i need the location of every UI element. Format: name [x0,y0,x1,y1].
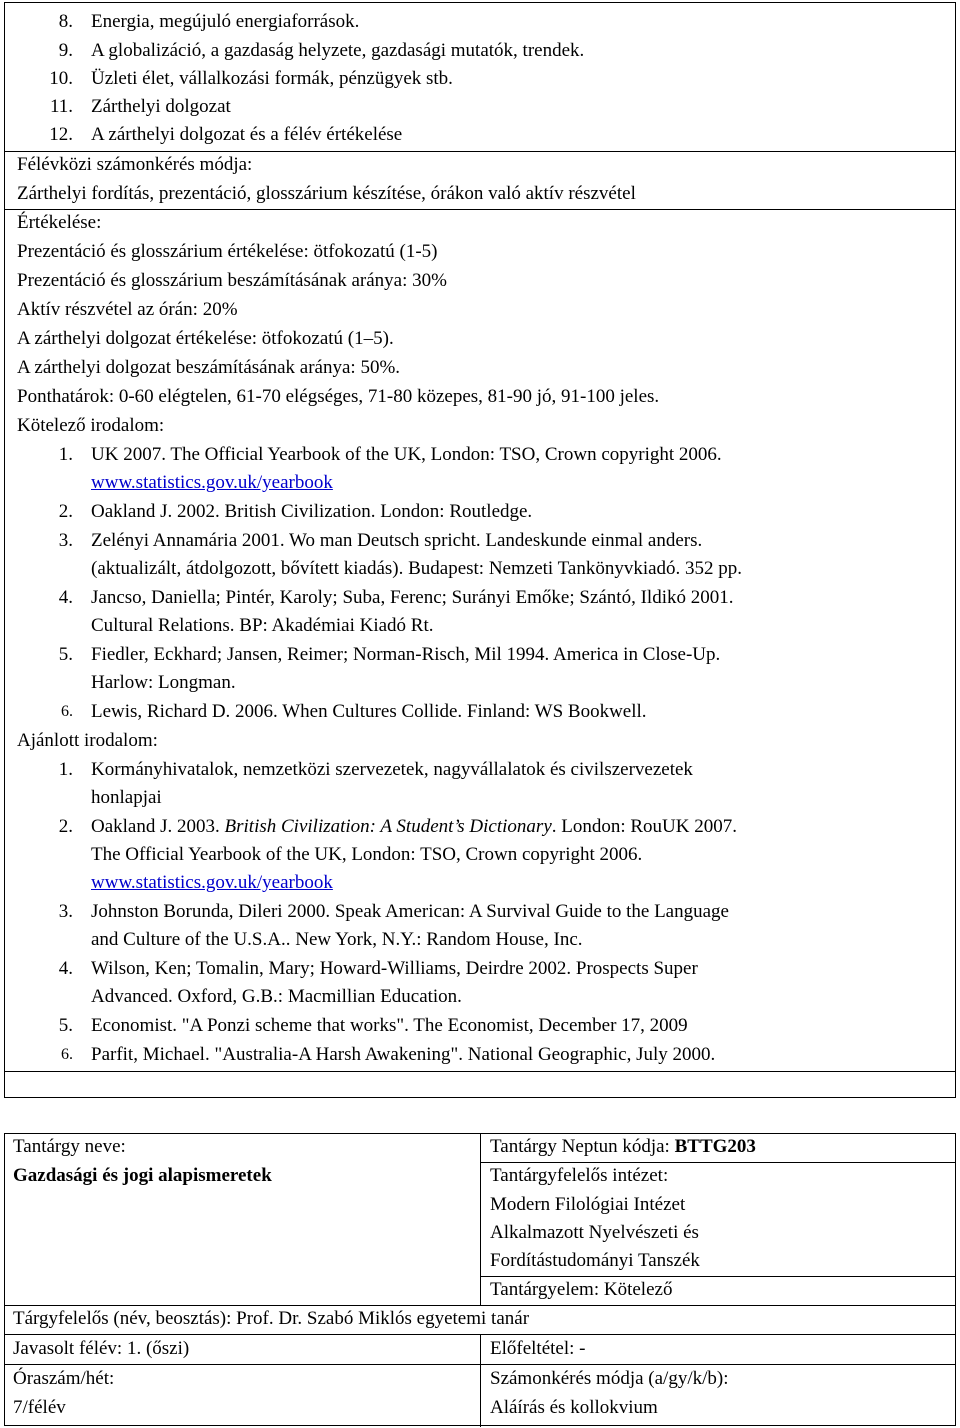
ref-item: Zelényi Annamária 2001. Wo man Deutsch spricht. Landeskunde einmal anders. [91,530,703,551]
prerequisite: Előfeltétel: - [490,1338,586,1359]
divider [5,151,955,152]
grading-line: Aktív részvétel az órán: 20% [17,299,238,320]
ref-number: 2. [58,816,73,837]
responsible-label: Tantárgyfelelős intézet: [490,1165,669,1186]
grading-label: Értékelése: [17,212,102,233]
ref-item: Economist. "A Ponzi scheme that works". The Economist, December 17, 2009 [91,1015,688,1036]
ref-number: 4. [58,958,73,979]
hours-label: Óraszám/hét: [13,1368,115,1389]
ref-item-cont: Harlow: Longman. [91,672,236,693]
divider [5,209,955,210]
ref-number: 3. [58,901,73,922]
ref-item-cont: and Culture of the U.S.A.. New York, N.Y.: Random House, Inc. [91,929,583,950]
column-divider [480,1134,481,1305]
ref-number: 1. [58,759,73,780]
ref-item: Lewis, Richard D. 2006. When Cultures Collide. Finland: WS Bookwell. [91,701,647,722]
semester: Javasolt félév: 1. (őszi) [13,1338,190,1359]
ref-item-cont: The Official Yearbook of the UK, London: TSO, Crown copyright 2006. [91,844,643,865]
required-label: Kötelező irodalom: [17,415,165,436]
ref-item: UK 2007. The Official Yearbook of the UK, London: TSO, Crown copyright 2006. [91,444,722,465]
assessment-label: Félévközi számonkérés módja: [17,154,253,175]
topic-number: 8. [58,11,73,32]
divider [480,1162,955,1163]
exam-value: Aláírás és kollokvium [490,1397,658,1418]
divider [5,1364,955,1365]
divider [480,1276,955,1277]
institute-line: Fordítástudományi Tanszék [490,1250,700,1271]
ref-number: 6. [61,703,73,720]
topic-item: A globalizáció, a gazdaság helyzete, gazdasági mutatók, trendek. [91,40,585,61]
ref-item: Johnston Borunda, Dileri 2000. Speak American: A Survival Guide to the Language [91,901,729,922]
assessment-value: Zárthelyi fordítás, prezentáció, glosszárium készítése, órákon való aktív részvétel [17,183,636,204]
ref-number: 4. [58,587,73,608]
neptun-code-value: BTTG203 [674,1136,756,1157]
grading-line: A zárthelyi dolgozat értékelése: ötfokozatú (1–5). [17,328,394,349]
topic-item: Zárthelyi dolgozat [91,96,231,117]
hours-value: 7/félév [13,1397,66,1418]
ref-item: Fiedler, Eckhard; Jansen, Reimer; Norman-Risch, Mil 1994. America in Close-Up. [91,644,721,665]
ref-number: 1. [58,444,73,465]
ref-item: Jancso, Daniella; Pintér, Karoly; Suba, Ferenc; Surányi Emőke; Szántó, Ildikó 2001. [91,587,734,608]
ref-item-cont: Cultural Relations. BP: Akadémiai Kiadó Rt. [91,615,434,636]
topic-item: A zárthelyi dolgozat és a félév értékelése [91,124,403,145]
ref-item: Wilson, Ken; Tomalin, Mary; Howard-Williams, Deirdre 2002. Prospects Super [91,958,698,979]
ref-item-cont: honlapjai [91,787,162,808]
yearbook-link[interactable]: www.statistics.gov.uk/yearbook [91,472,333,493]
neptun-code-label: Tantárgy Neptun kódja: [490,1136,675,1157]
exam-label: Számonkérés módja (a/gy/k/b): [490,1368,729,1389]
ref-title: British Civilization: A Student’s Dictionary [224,816,552,837]
ref-publisher: . London: RouUK 2007. [551,816,737,837]
grading-line: Prezentáció és glosszárium beszámításának aránya: 30% [17,270,447,291]
ref-item: Parfit, Michael. "Australia-A Harsh Awakening". National Geographic, July 2000. [91,1044,716,1065]
column-divider [480,1334,481,1427]
ref-item: Oakland J. 2002. British Civilization. London: Routledge. [91,501,533,522]
neptun-code [490,1136,756,1158]
recommended-label: Ajánlott irodalom: [17,730,158,751]
divider [5,1305,955,1306]
ref-item-cont: Advanced. Oxford, G.B.: Macmillian Education. [91,986,462,1007]
divider [5,1071,955,1072]
grading-line: Prezentáció és glosszárium értékelése: ötfokozatú (1-5) [17,241,438,262]
syllabus-table [4,2,956,1098]
grading-line: A zárthelyi dolgozat beszámításának aránya: 50%. [17,357,401,378]
topic-item: Üzleti élet, vállalkozási formák, pénzügyek stb. [91,68,453,89]
ref-item [91,816,737,838]
course-name-label: Tantárgy neve: [13,1136,126,1157]
yearbook-link[interactable]: www.statistics.gov.uk/yearbook [91,872,333,893]
topic-item: Energia, megújuló energiaforrások. [91,11,360,32]
topic-number: 12. [49,124,73,145]
ref-number: 2. [58,501,73,522]
course-element: Tantárgyelem: Kötelező [490,1279,673,1300]
ref-number: 5. [58,644,73,665]
institute-line: Alkalmazott Nyelvészeti és [490,1222,699,1243]
course-name: Gazdasági és jogi alapismeretek [13,1165,272,1186]
ref-number: 6. [61,1046,73,1063]
grading-line: Ponthatárok: 0-60 elégtelen, 61-70 elégséges, 71-80 közepes, 81-90 jó, 91-100 jeles. [17,386,660,407]
ref-author: Oakland J. 2003. [91,816,225,837]
ref-number: 3. [58,530,73,551]
topic-number: 10. [49,68,73,89]
ref-item: Kormányhivatalok, nemzetközi szervezetek, nagyvállalatok és civilszervezetek [91,759,693,780]
course-info-table [4,1133,956,1426]
lecturer: Tárgyfelelős (név, beosztás): Prof. Dr. Szabó Miklós egyetemi tanár [13,1308,530,1329]
topic-number: 9. [58,40,73,61]
ref-number: 5. [58,1015,73,1036]
ref-item-cont: (aktualizált, átdolgozott, bővített kiadás). Budapest: Nemzeti Tankönyvkiadó. 352 pp. [91,558,743,579]
topic-number: 11. [49,96,73,117]
institute-line: Modern Filológiai Intézet [490,1194,686,1215]
